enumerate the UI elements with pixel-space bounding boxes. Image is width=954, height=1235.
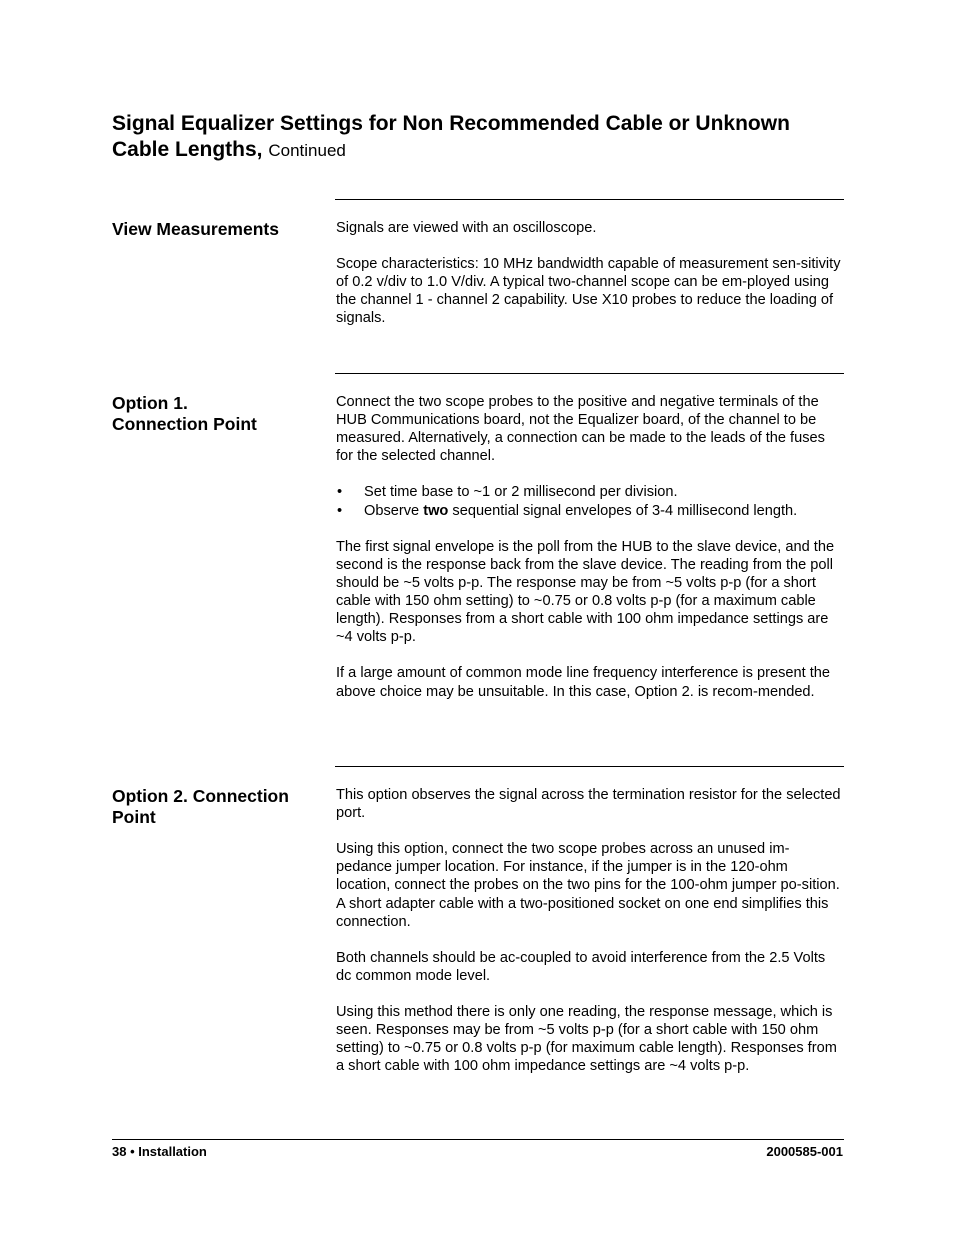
section-divider (335, 373, 844, 374)
bullet-list (336, 483, 842, 519)
bullet-icon: • (337, 484, 343, 501)
paragraph: If a large amount of common mode line frequency interference is present the above choice may be unsuitable. In this case, Option 2. is recom-mended. (336, 665, 831, 700)
view-measurements-body (336, 219, 842, 328)
option-1-body (336, 393, 842, 701)
option-1-heading-line2: Connection Point (112, 414, 257, 434)
list-item (336, 502, 842, 520)
paragraph: This option observes the signal across the termination resistor for the selected port. (336, 787, 841, 822)
list-item-text: Set time base to ~1 or 2 millisecond per division. (364, 484, 678, 501)
list-item (336, 483, 842, 501)
list-item-text: Observe (364, 502, 424, 519)
option-1-heading-line1: Option 1. (112, 393, 188, 413)
option-1-heading (112, 393, 322, 435)
option-2-body (336, 786, 842, 1076)
paragraph: Using this method there is only one reading, the response message, which is seen. Responses may be from ~5 volts p-p (for a short cable with 150 ohm setting) to ~0.75 or 0.8 volts p-p (for maximum cable length). Responses from a short cable with 100 ohm impedance settings are ~4 volts p-p. (336, 1004, 837, 1075)
bullet-icon: • (337, 502, 343, 519)
emphasis-text: two (423, 502, 449, 519)
page-title (112, 111, 852, 164)
list-item-text: sequential signal envelopes of 3-4 millisecond length. (448, 502, 798, 519)
section-divider (335, 766, 844, 767)
footer-page-info: 38 • Installation (112, 1144, 207, 1159)
paragraph: The first signal envelope is the poll from the HUB to the slave device, and the second is the response back from the slave device. The reading from the poll should be ~5 volts p-p. The response may be from ~5 volts p-p (for a short cable with 150 ohm setting) to ~0.75 or 0.8 volts p-p (for a maximum cable length). Responses from a short cable with 100 ohm impedance settings are ~4 volts p-p. (336, 538, 835, 646)
paragraph: Signals are viewed with an oscilloscope. (336, 220, 597, 236)
page-title-continued: Continued (268, 141, 346, 160)
paragraph: Using this option, connect the two scope probes across an unused im-pedance jumper location. For instance, if the jumper is in the 120-ohm location, connect the probes on the two pins for the 100-ohm jumper po-sition. A short adapter cable with a two-positioned socket on one end simplifies this connection. (336, 841, 840, 930)
option-2-heading: Option 2. Connection Point (112, 786, 289, 827)
footer-document-number: 2000585-001 (766, 1144, 843, 1159)
paragraph: Scope characteristics: 10 MHz bandwidth capable of measurement sen-sitivity of 0.2 v/div to 1.0 V/div. A typical two-channel scope can be em-ployed using the channel 1 - channel 2 capability. Use X10 probes to reduce the loading of signals. (336, 256, 841, 327)
section-divider (335, 199, 844, 200)
page-title-main: Signal Equalizer Settings for Non Recommended Cable or Unknown Cable Lengths, (112, 112, 790, 161)
view-measurements-heading: View Measurements (112, 219, 279, 239)
footer-divider (112, 1139, 844, 1140)
paragraph: Both channels should be ac-coupled to avoid interference from the 2.5 Volts dc common mode level. (336, 949, 826, 984)
paragraph: Connect the two scope probes to the positive and negative terminals of the HUB Communications board, not the Equalizer board, of the channel to be measured. Alternatively, a connection can be made to the leads of the fuses for the selected channel. (336, 394, 825, 465)
